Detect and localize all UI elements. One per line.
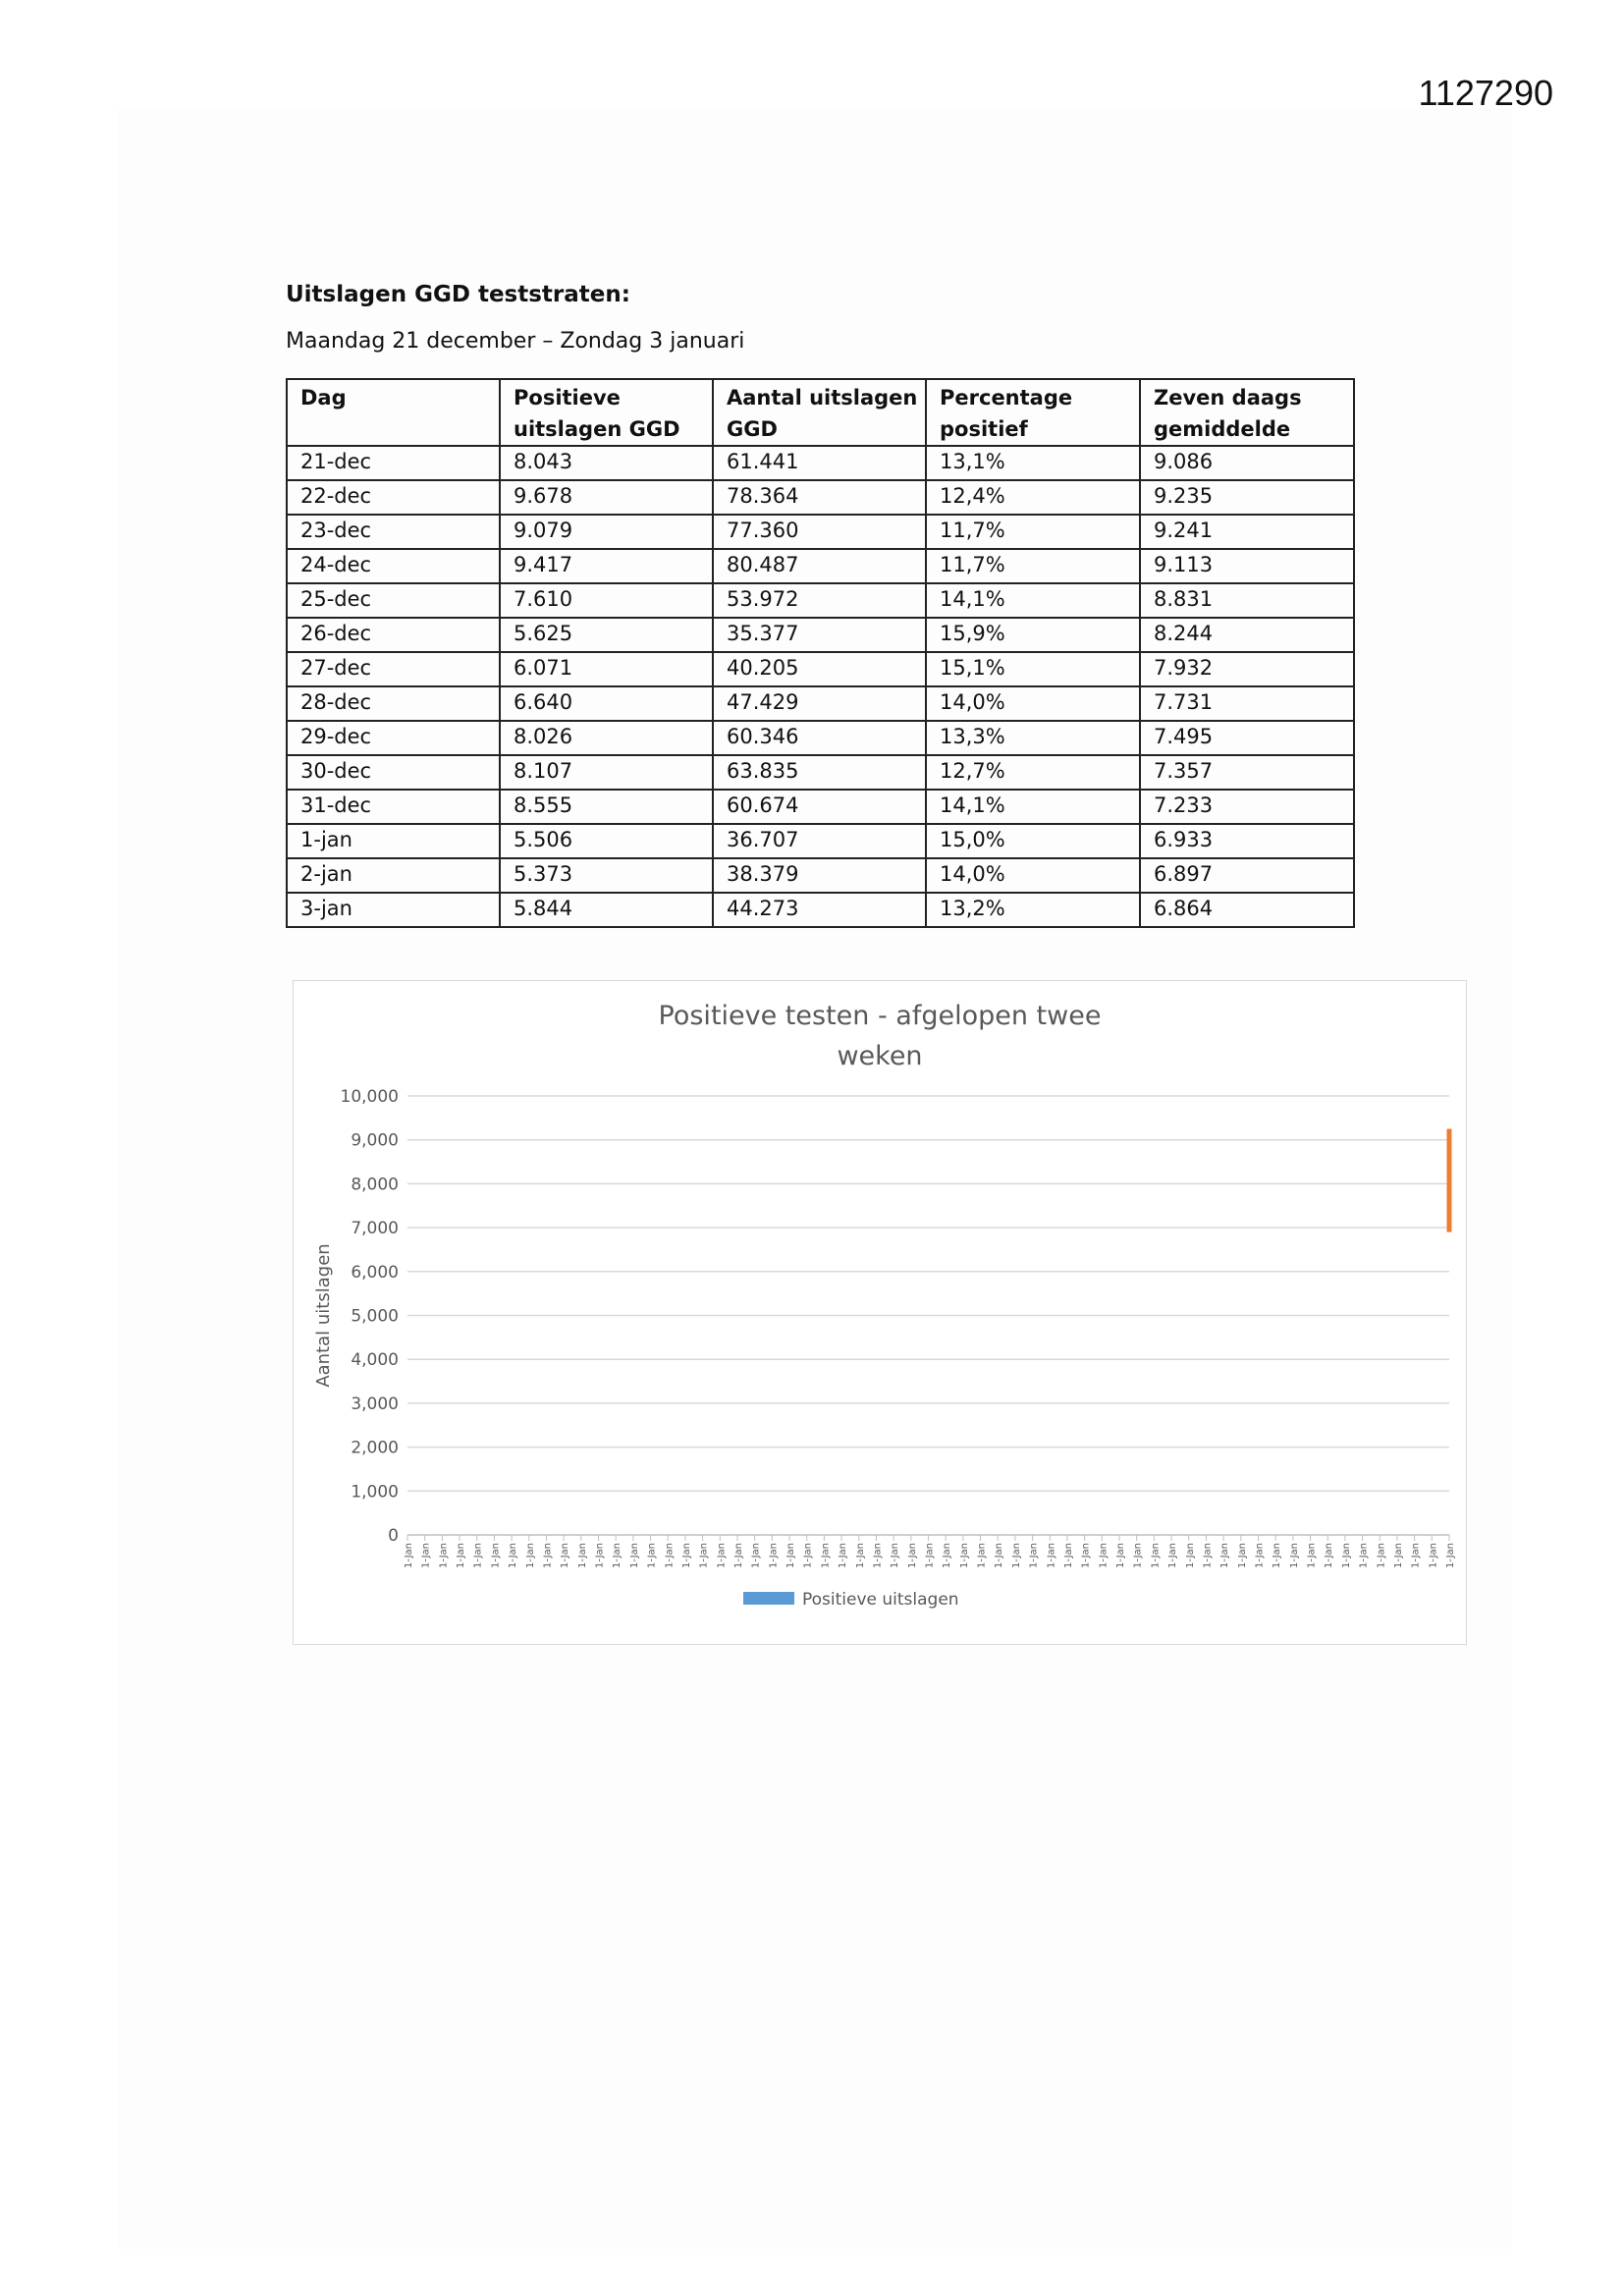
x-tick-label: 1-Jan: [698, 1543, 710, 1568]
table-cell: 26-dec: [287, 618, 500, 652]
date-range-subheading: Maandag 21 december – Zondag 3 januari: [286, 329, 745, 354]
legend-swatch: [743, 1592, 794, 1605]
table-cell: 9.235: [1140, 480, 1354, 515]
x-tick-label: 1-Jan: [1132, 1543, 1144, 1568]
table-cell: 14,1%: [926, 583, 1140, 618]
column-header: Zeven daags gemiddelde: [1140, 379, 1354, 446]
column-header: Aantal uitslagen GGD: [713, 379, 926, 446]
table-cell: 30-dec: [287, 755, 500, 790]
x-tick-label: 1-Jan: [1028, 1543, 1040, 1568]
table-cell: 13,1%: [926, 446, 1140, 480]
y-tick-label: 5,000: [351, 1306, 399, 1327]
x-tick-label: 1-Jan: [1150, 1543, 1162, 1568]
table-cell: 9.113: [1140, 549, 1354, 583]
table-cell: 53.972: [713, 583, 926, 618]
table-cell: 7.357: [1140, 755, 1354, 790]
table-row: [287, 618, 1354, 652]
table-cell: 35.377: [713, 618, 926, 652]
table-cell: 6.640: [500, 686, 713, 721]
x-tick-label: 1-Jan: [612, 1543, 623, 1568]
table-row: [287, 480, 1354, 515]
chart-title-line: weken: [837, 1041, 923, 1071]
chart-canvas: [294, 981, 1466, 1644]
x-tick-label: 1-Jan: [1288, 1543, 1300, 1568]
x-tick-label: 1-Jan: [958, 1543, 970, 1568]
x-tick-label: 1-Jan: [1098, 1543, 1110, 1568]
table-cell: 78.364: [713, 480, 926, 515]
table-row: [287, 893, 1354, 927]
table-cell: 8.244: [1140, 618, 1354, 652]
table-header-row: [287, 379, 1354, 446]
x-tick-label: 1-Jan: [664, 1543, 676, 1568]
x-tick-label: 1-Jan: [1324, 1543, 1335, 1568]
x-tick-label: 1-Jan: [628, 1543, 640, 1568]
y-tick-label: 6,000: [351, 1262, 399, 1283]
x-tick-label: 1-Jan: [716, 1543, 728, 1568]
table-row: [287, 790, 1354, 824]
x-tick-label: 1-Jan: [924, 1543, 936, 1568]
x-tick-label: 1-Jan: [1358, 1543, 1370, 1568]
table-cell: 8.026: [500, 721, 713, 755]
table-cell: 29-dec: [287, 721, 500, 755]
table-cell: 8.831: [1140, 583, 1354, 618]
column-header: Positieve uitslagen GGD: [500, 379, 713, 446]
x-tick-label: 1-Jan: [456, 1543, 467, 1568]
x-tick-label: 1-Jan: [1392, 1543, 1404, 1568]
table-cell: 36.707: [713, 824, 926, 858]
x-tick-label: 1-Jan: [680, 1543, 692, 1568]
x-tick-label: 1-Jan: [1254, 1543, 1266, 1568]
y-tick-label: 0: [388, 1526, 399, 1546]
x-tick-label: 1-Jan: [1272, 1543, 1283, 1568]
table-cell: 6.933: [1140, 824, 1354, 858]
table-row: [287, 721, 1354, 755]
table-row: [287, 858, 1354, 893]
table-cell: 8.043: [500, 446, 713, 480]
table-cell: 11,7%: [926, 515, 1140, 549]
table-row: [287, 549, 1354, 583]
table-row: [287, 755, 1354, 790]
x-tick-label: 1-Jan: [1410, 1543, 1422, 1568]
x-tick-label: 1-Jan: [820, 1543, 832, 1568]
table-cell: 14,1%: [926, 790, 1140, 824]
x-tick-label: 1-Jan: [1340, 1543, 1352, 1568]
table-cell: 9.678: [500, 480, 713, 515]
table-cell: 38.379: [713, 858, 926, 893]
table-cell: 5.625: [500, 618, 713, 652]
legend-label: Positieve uitslagen: [802, 1590, 959, 1610]
table-cell: 5.373: [500, 858, 713, 893]
x-tick-label: 1-Jan: [576, 1543, 588, 1568]
x-tick-label: 1-Jan: [1167, 1543, 1179, 1568]
table-cell: 13,2%: [926, 893, 1140, 927]
x-tick-label: 1-Jan: [732, 1543, 744, 1568]
document-number: 1127290: [1418, 73, 1553, 113]
table-cell: 12,4%: [926, 480, 1140, 515]
table-cell: 12,7%: [926, 755, 1140, 790]
table-cell: 6.071: [500, 652, 713, 686]
table-cell: 8.555: [500, 790, 713, 824]
x-tick-label: 1-Jan: [1046, 1543, 1057, 1568]
column-header: Percentage positief: [926, 379, 1140, 446]
x-tick-label: 1-Jan: [872, 1543, 884, 1568]
x-tick-label: 1-Jan: [1010, 1543, 1022, 1568]
x-tick-label: 1-Jan: [1202, 1543, 1214, 1568]
x-tick-label: 1-Jan: [508, 1543, 519, 1568]
table-cell: 31-dec: [287, 790, 500, 824]
table-cell: 9.417: [500, 549, 713, 583]
table-cell: 14,0%: [926, 686, 1140, 721]
table-cell: 15,1%: [926, 652, 1140, 686]
x-tick-label: 1-Jan: [906, 1543, 918, 1568]
x-tick-label: 1-Jan: [1184, 1543, 1196, 1568]
table-cell: 63.835: [713, 755, 926, 790]
table-cell: 21-dec: [287, 446, 500, 480]
x-tick-label: 1-Jan: [404, 1543, 414, 1568]
x-tick-label: 1-Jan: [594, 1543, 606, 1568]
table-cell: 61.441: [713, 446, 926, 480]
x-tick-label: 1-Jan: [1062, 1543, 1074, 1568]
table-cell: 9.079: [500, 515, 713, 549]
table-cell: 9.086: [1140, 446, 1354, 480]
results-table: [286, 378, 1355, 928]
y-tick-label: 7,000: [351, 1219, 399, 1239]
table-cell: 80.487: [713, 549, 926, 583]
table-cell: 8.107: [500, 755, 713, 790]
table-cell: 27-dec: [287, 652, 500, 686]
y-tick-label: 1,000: [351, 1482, 399, 1503]
table-cell: 7.932: [1140, 652, 1354, 686]
y-tick-label: 4,000: [351, 1350, 399, 1371]
table-cell: 7.610: [500, 583, 713, 618]
table-cell: 9.241: [1140, 515, 1354, 549]
x-tick-label: 1-Jan: [542, 1543, 554, 1568]
x-tick-label: 1-Jan: [1115, 1543, 1127, 1568]
table-cell: 28-dec: [287, 686, 500, 721]
x-tick-label: 1-Jan: [890, 1543, 901, 1568]
table-row: [287, 824, 1354, 858]
x-tick-label: 1-Jan: [420, 1543, 432, 1568]
table-cell: 25-dec: [287, 583, 500, 618]
table-cell: 5.844: [500, 893, 713, 927]
x-tick-label: 1-Jan: [994, 1543, 1005, 1568]
table-cell: 6.897: [1140, 858, 1354, 893]
table-cell: 3-jan: [287, 893, 500, 927]
table-cell: 7.233: [1140, 790, 1354, 824]
table-cell: 7.495: [1140, 721, 1354, 755]
table-cell: 40.205: [713, 652, 926, 686]
x-tick-label: 1-Jan: [1428, 1543, 1439, 1568]
x-tick-label: 1-Jan: [1445, 1543, 1456, 1568]
table-row: [287, 446, 1354, 480]
table-cell: 47.429: [713, 686, 926, 721]
x-tick-label: 1-Jan: [490, 1543, 502, 1568]
y-tick-label: 2,000: [351, 1438, 399, 1458]
column-header: Dag: [287, 379, 500, 446]
x-tick-label: 1-Jan: [750, 1543, 762, 1568]
table-cell: 2-jan: [287, 858, 500, 893]
table-cell: 24-dec: [287, 549, 500, 583]
y-tick-label: 8,000: [351, 1175, 399, 1195]
table-row: [287, 515, 1354, 549]
x-tick-label: 1-Jan: [785, 1543, 797, 1568]
x-tick-label: 1-Jan: [1306, 1543, 1318, 1568]
chart-title-line: Positieve testen - afgelopen twee: [658, 1001, 1102, 1031]
table-cell: 15,9%: [926, 618, 1140, 652]
x-tick-label: 1-Jan: [1080, 1543, 1092, 1568]
table-body: [287, 446, 1354, 927]
x-tick-label: 1-Jan: [768, 1543, 780, 1568]
x-tick-label: 1-Jan: [942, 1543, 953, 1568]
table-cell: 77.360: [713, 515, 926, 549]
x-tick-label: 1-Jan: [802, 1543, 814, 1568]
table-row: [287, 686, 1354, 721]
table-cell: 60.346: [713, 721, 926, 755]
table-cell: 1-jan: [287, 824, 500, 858]
y-tick-label: 9,000: [351, 1130, 399, 1151]
positive-tests-chart: [293, 980, 1467, 1645]
table-cell: 60.674: [713, 790, 926, 824]
table-cell: 14,0%: [926, 858, 1140, 893]
table-cell: 11,7%: [926, 549, 1140, 583]
x-tick-label: 1-Jan: [838, 1543, 849, 1568]
x-tick-label: 1-Jan: [1376, 1543, 1387, 1568]
y-tick-label: 10,000: [340, 1087, 399, 1107]
y-axis-label: Aantal uitslagen: [313, 1243, 334, 1388]
x-tick-label: 1-Jan: [438, 1543, 450, 1568]
x-tick-label: 1-Jan: [1236, 1543, 1248, 1568]
section-heading: Uitslagen GGD teststraten:: [286, 282, 630, 307]
table-cell: 44.273: [713, 893, 926, 927]
y-tick-label: 3,000: [351, 1394, 399, 1414]
table-row: [287, 652, 1354, 686]
x-tick-label: 1-Jan: [646, 1543, 658, 1568]
table-cell: 15,0%: [926, 824, 1140, 858]
table-cell: 22-dec: [287, 480, 500, 515]
x-tick-label: 1-Jan: [1219, 1543, 1231, 1568]
table-cell: 13,3%: [926, 721, 1140, 755]
x-tick-label: 1-Jan: [854, 1543, 866, 1568]
x-tick-label: 1-Jan: [560, 1543, 571, 1568]
table-cell: 6.864: [1140, 893, 1354, 927]
table-cell: 5.506: [500, 824, 713, 858]
x-tick-label: 1-Jan: [472, 1543, 484, 1568]
table-row: [287, 583, 1354, 618]
table-cell: 23-dec: [287, 515, 500, 549]
x-tick-label: 1-Jan: [524, 1543, 536, 1568]
table-cell: 7.731: [1140, 686, 1354, 721]
x-tick-label: 1-Jan: [976, 1543, 988, 1568]
